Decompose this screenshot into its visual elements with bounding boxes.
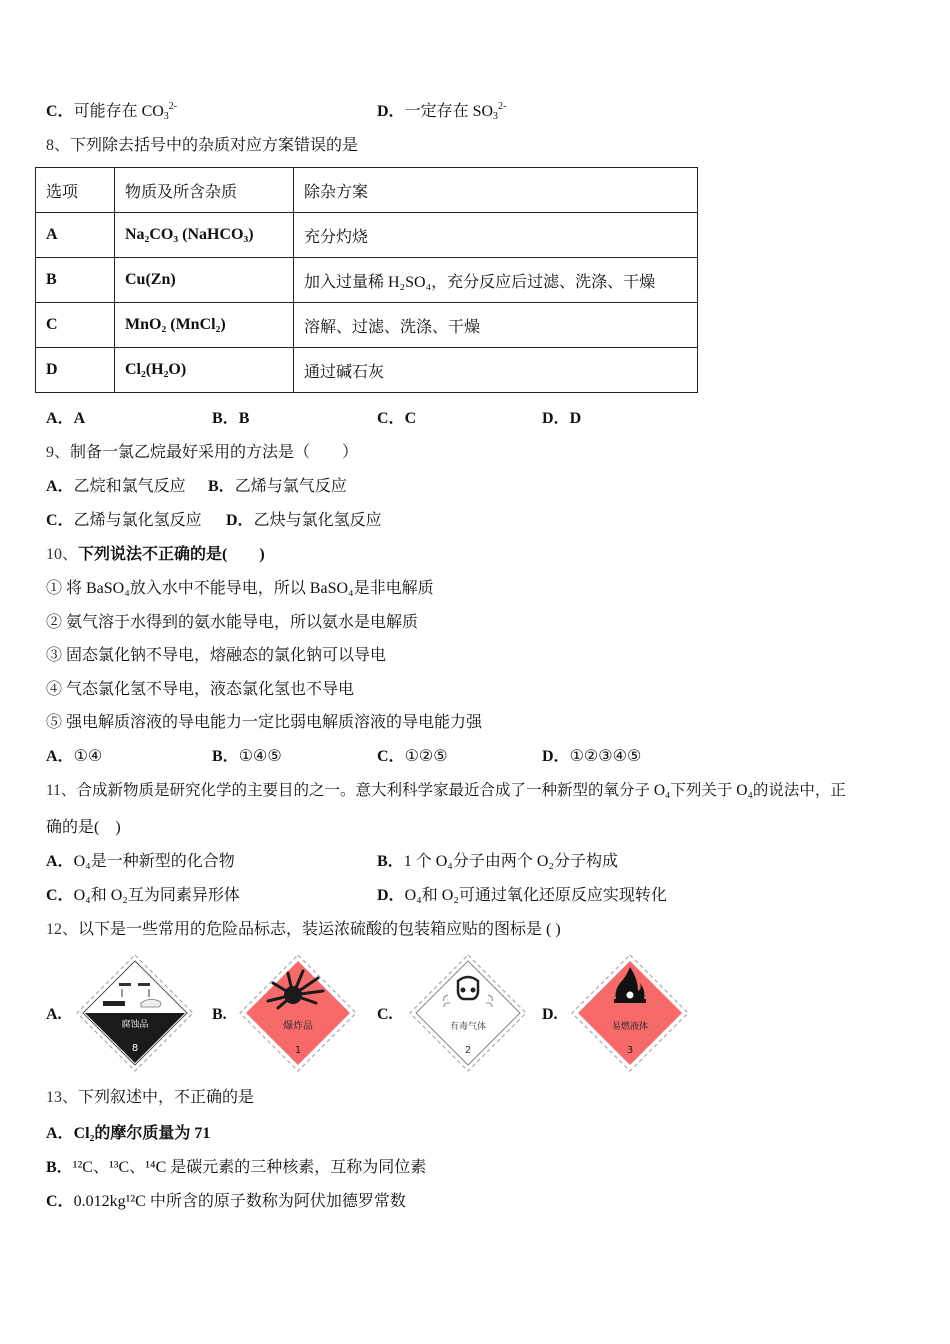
q10-option-b[interactable]: B．①④⑤ <box>212 748 282 765</box>
q8-option-d[interactable]: D．D <box>542 410 582 427</box>
q10-statement-3: ③ 固态氯化钠不导电，熔融态的氯化钠可以导电 <box>46 647 387 664</box>
svg-text:有毒气体: 有毒气体 <box>449 1022 487 1032</box>
q13-option-b[interactable]: B．¹²C、¹³C、¹⁴C 是碳元素的三种核素，互称为同位素 <box>46 1159 427 1176</box>
header-method: 除杂方案 <box>294 168 698 213</box>
q12-option-d-label[interactable]: D. <box>542 1006 558 1023</box>
flammable-liquid-sign-icon[interactable] <box>570 953 690 1073</box>
explosive-sign-icon[interactable] <box>238 953 358 1073</box>
q7-option-d: D．一定存在 $SO_3^{2-}$ <box>377 101 507 122</box>
q13-option-a[interactable]: A．Cl₂的摩尔质量为 71 <box>46 1125 211 1142</box>
q10-statement-5: ⑤ 强电解质溶液的导电能力一定比弱电解质溶液的导电能力强 <box>46 714 483 731</box>
svg-text:腐蚀品: 腐蚀品 <box>121 1020 149 1030</box>
q8-option-b[interactable]: B．B <box>212 410 250 427</box>
table-row: C MnO₂ (MnCl₂) 溶解、过滤、洗涤、干燥 <box>36 303 698 348</box>
q8-option-a[interactable]: A．A <box>46 410 86 427</box>
table-row: A Na₂CO₃ (NaHCO₃) 充分灼烧 <box>36 213 698 258</box>
q13-option-c[interactable]: C．0.012kg¹²C 中所含的原子数称为阿伏加德罗常数 <box>46 1193 406 1210</box>
q9-option-d[interactable]: D．乙炔与氯化氢反应 <box>226 512 382 529</box>
table-header-row <box>36 168 698 213</box>
q11-option-d[interactable]: D．O₄和 O₂可通过氧化还原反应实现转化 <box>377 887 667 904</box>
svg-text:易燃液体: 易燃液体 <box>611 1022 649 1032</box>
q10-option-d[interactable]: D．①②③④⑤ <box>542 748 642 765</box>
q9-option-c[interactable]: C．乙烯与氯化氢反应 <box>46 512 202 529</box>
svg-text:1: 1 <box>294 1045 302 1056</box>
q8-table <box>35 167 698 393</box>
q8-option-c[interactable]: C．C <box>377 410 417 427</box>
header-substance: 物质及所含杂质 <box>115 168 294 213</box>
q11-option-c[interactable]: C．O₄和 O₂互为同素异形体 <box>46 887 240 904</box>
q9-stem: 9、制备一氯乙烷最好采用的方法是（ ） <box>46 444 359 461</box>
q8-stem: 8、下列除去括号中的杂质对应方案错误的是 <box>46 137 359 154</box>
q12-stem: 12、以下是一些常用的危险品标志，装运浓硫酸的包装箱应贴的图标是 ( ) <box>46 921 561 938</box>
q11-option-a[interactable]: A．O₄是一种新型的化合物 <box>46 853 235 870</box>
table-row: B Cu(Zn) 加入过量稀 H₂SO₄，充分反应后过滤、洗涤、干燥 <box>36 258 698 303</box>
q12-option-a-label[interactable]: A. <box>46 1006 62 1023</box>
q10-option-a[interactable]: A．①④ <box>46 748 103 765</box>
q11-stem-line2: 确的是( ) <box>46 819 121 836</box>
svg-text:3: 3 <box>626 1045 634 1056</box>
q10-statement-2: ② 氨气溶于水得到的氨水能导电，所以氨水是电解质 <box>46 614 419 631</box>
q10-statement-1: ① 将 BaSO₄放入水中不能导电，所以 BaSO₄是非电解质 <box>46 580 434 597</box>
q13-stem: 13、下列叙述中，不正确的是 <box>46 1089 255 1106</box>
q7-option-c: C．可能存在 $CO_3^{2-}$ <box>46 101 178 122</box>
svg-text:8: 8 <box>131 1043 139 1054</box>
header-option: 选项 <box>36 168 115 213</box>
svg-text:爆炸品: 爆炸品 <box>283 1021 313 1032</box>
toxic-gas-sign-icon[interactable] <box>408 953 528 1073</box>
svg-text:2: 2 <box>464 1045 472 1056</box>
q12-option-b-label[interactable]: B. <box>212 1006 227 1023</box>
q9-option-b[interactable]: B．乙烯与氯气反应 <box>208 478 347 495</box>
q10-option-c[interactable]: C．①②⑤ <box>377 748 448 765</box>
q12-option-c-label[interactable]: C. <box>377 1006 393 1023</box>
q11-option-b[interactable]: B．1 个 O₄分子由两个 O₂分子构成 <box>377 853 618 870</box>
corrosive-sign-icon[interactable] <box>75 953 195 1073</box>
q11-stem-line1: 11、合成新物质是研究化学的主要目的之一。意大利科学家最近合成了一种新型的氧分子 O₄下列关于 O₄的说法中，正 <box>46 782 846 799</box>
q10-stem: 10、下列说法不正确的是( ) <box>46 546 265 563</box>
table-row: D Cl₂(H₂O) 通过碱石灰 <box>36 348 698 393</box>
q9-option-a[interactable]: A．乙烷和氯气反应 <box>46 478 186 495</box>
q10-statement-4: ④ 气态氯化氢不导电，液态氯化氢也不导电 <box>46 681 355 698</box>
